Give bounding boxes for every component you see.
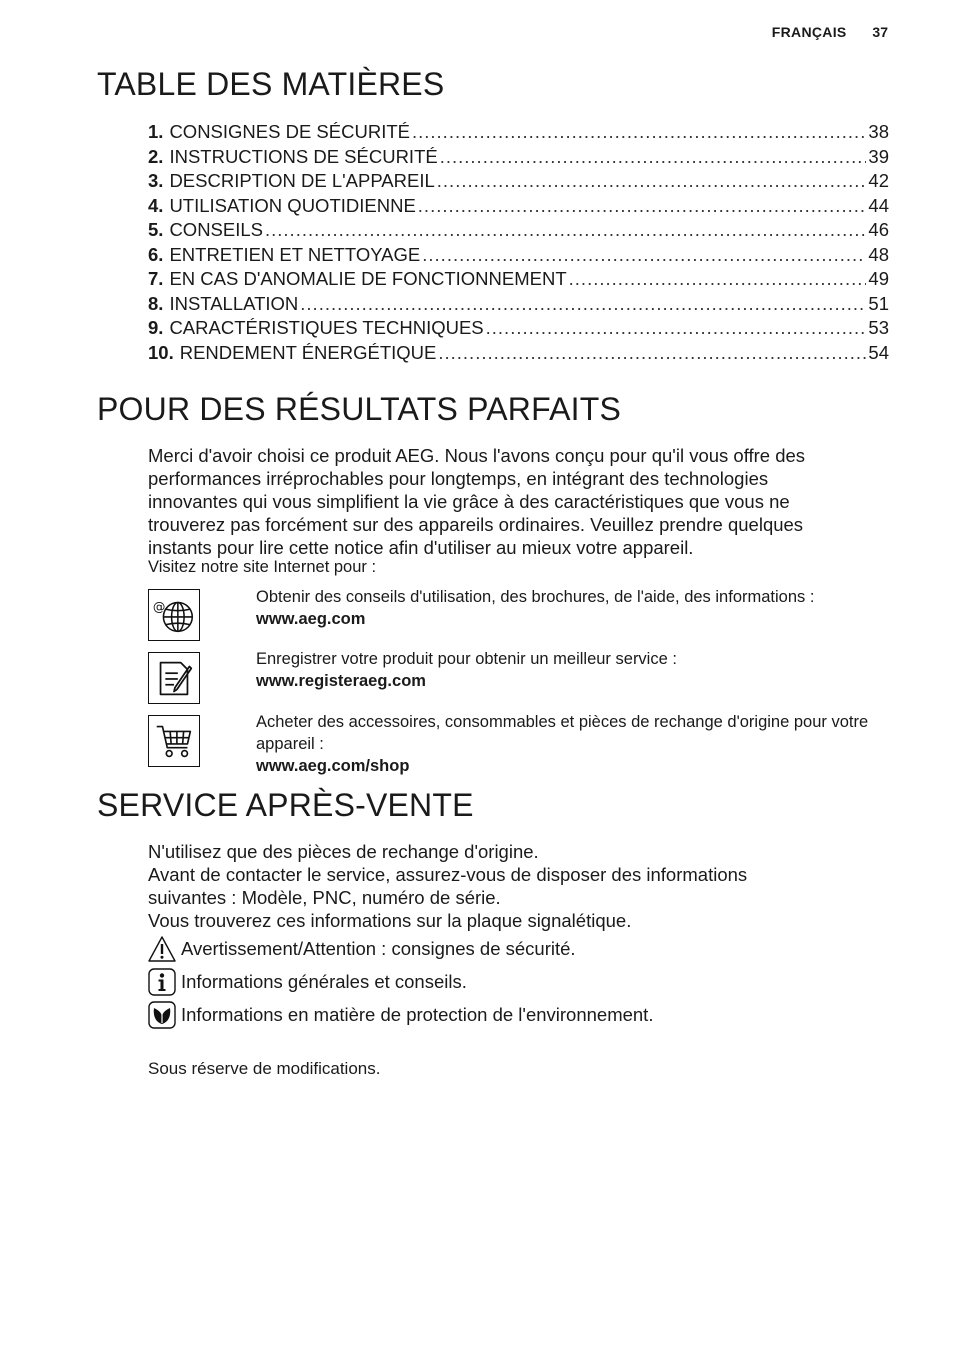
results-paragraph: [148, 444, 893, 559]
symbol-legend-environment: [148, 1001, 653, 1029]
toc-entry[interactable]: [148, 243, 889, 268]
paragraph-line: N'utilisez que des pièces de rechange d'origine.: [148, 841, 539, 862]
toc-entry-number: 3.: [148, 170, 164, 191]
toc-leader: [300, 292, 866, 317]
toc-entry-number: 1.: [148, 121, 164, 142]
paragraph-line: suivantes : Modèle, PNC, numéro de série.: [148, 887, 501, 908]
paragraph-line: Avant de contacter le service, assurez-vous de disposer des informations: [148, 864, 748, 885]
register-document-icon: [148, 652, 200, 704]
svg-text:@: @: [152, 599, 166, 615]
toc-entry-page: 51: [868, 292, 889, 314]
toc-entry-page: 53: [868, 317, 889, 338]
toc-entry[interactable]: [148, 341, 889, 366]
toc-title: TABLE DES MATIÈRES: [97, 66, 445, 102]
page-header: [772, 24, 888, 40]
toc-entry-number: 9.: [148, 317, 164, 338]
toc-entry-label: RENDEMENT ÉNERGÉTIQUE: [179, 341, 437, 363]
paragraph-line: instants pour lire cette notice afin d'utiliser au mieux votre appareil.: [148, 537, 694, 558]
toc-entry-number: 5.: [148, 219, 164, 240]
paragraph-line: innovantes qui vous simplifient la vie grâce à des caractéristiques que vous ne: [148, 491, 790, 512]
results-title: POUR DES RÉSULTATS PARFAITS: [97, 391, 622, 427]
toc-entry-label: ENTRETIEN ET NETTOYAGE: [169, 243, 421, 265]
toc-leader: [486, 316, 867, 341]
symbol-legend-warning: [148, 935, 576, 963]
toc-leader: [569, 267, 867, 292]
toc-entry[interactable]: [148, 120, 889, 145]
toc-entry-number: 10.: [148, 341, 174, 363]
toc-entry-page: 44: [868, 194, 889, 216]
toc-entry-label: CONSIGNES DE SÉCURITÉ: [169, 121, 410, 142]
toc-entry-page: 38: [868, 121, 889, 142]
toc-entry-page: 39: [868, 145, 889, 167]
shopping-cart-icon: [148, 715, 200, 767]
link-block-info: [256, 586, 896, 630]
toc-entry-page: 49: [868, 268, 889, 289]
paragraph-line: Merci d'avoir choisi ce produit AEG. Nous l'avons conçu pour qu'il vous offre des: [148, 445, 806, 466]
toc-entry-label: INSTALLATION: [169, 292, 299, 314]
toc-entry[interactable]: [148, 194, 889, 219]
toc-leader: [438, 341, 866, 366]
page-number: 37: [872, 24, 888, 40]
toc-entry-label: INSTRUCTIONS DE SÉCURITÉ: [169, 145, 438, 167]
symbol-description: Informations en matière de protection de l'environnement.: [181, 1004, 654, 1025]
toc-entry-label: CONSEILS: [169, 219, 263, 240]
web-globe-icon: [148, 589, 200, 641]
toc-leader: [422, 243, 866, 268]
toc-leader: [437, 169, 867, 194]
link-block-register: [256, 648, 896, 692]
toc-entry[interactable]: [148, 267, 889, 292]
environment-leaf-icon: [148, 1001, 176, 1029]
toc-entry[interactable]: [148, 169, 889, 194]
link-description: Obtenir des conseils d'utilisation, des brochures, de l'aide, des informations :: [256, 588, 815, 606]
symbol-legend-info: [148, 968, 467, 996]
toc-entry[interactable]: [148, 145, 889, 170]
paragraph-line: trouverez pas forcément sur des appareils ordinaires. Veuillez prendre quelques: [148, 514, 804, 535]
toc-leader: [440, 145, 867, 170]
link-description: Acheter des accessoires, consommables et pièces de rechange d'origine pour votre appareil :: [256, 713, 869, 753]
service-title: SERVICE APRÈS-VENTE: [97, 787, 474, 823]
link-url[interactable]: www.aeg.com: [256, 610, 366, 628]
info-icon: [148, 968, 176, 996]
table-of-contents: [148, 120, 889, 365]
language-label: FRANÇAIS: [771, 24, 847, 40]
footnote: Sous réserve de modifications.: [148, 1059, 381, 1078]
visit-label: Visitez notre site Internet pour :: [148, 558, 377, 576]
toc-entry-number: 7.: [148, 268, 164, 289]
toc-entry-number: 4.: [148, 194, 164, 216]
toc-entry[interactable]: [148, 316, 889, 341]
toc-entry-number: 2.: [148, 145, 164, 167]
symbol-description: Informations générales et conseils.: [181, 971, 467, 992]
toc-entry[interactable]: [148, 292, 889, 317]
paragraph-line: performances irréprochables pour longtemps, en intégrant des technologies: [148, 468, 769, 489]
toc-entry-page: 42: [868, 170, 889, 191]
link-description: Enregistrer votre produit pour obtenir un meilleur service :: [256, 650, 677, 668]
toc-leader: [412, 120, 866, 145]
toc-entry-page: 46: [868, 219, 889, 240]
symbol-description: Avertissement/Attention : consignes de sécurité.: [181, 938, 576, 959]
toc-leader: [418, 194, 867, 219]
link-block-shop: [256, 711, 896, 777]
toc-entry-page: 54: [868, 341, 889, 363]
toc-entry[interactable]: [148, 218, 889, 243]
service-paragraph: [148, 840, 893, 932]
toc-entry-page: 48: [868, 243, 889, 265]
link-url[interactable]: www.aeg.com/shop: [256, 757, 410, 775]
toc-entry-label: DESCRIPTION DE L'APPAREIL: [169, 170, 435, 191]
toc-entry-label: EN CAS D'ANOMALIE DE FONCTIONNEMENT: [169, 268, 567, 289]
toc-entry-label: UTILISATION QUOTIDIENNE: [169, 194, 416, 216]
link-url[interactable]: www.registeraeg.com: [256, 672, 426, 690]
toc-entry-label: CARACTÉRISTIQUES TECHNIQUES: [169, 317, 484, 338]
toc-leader: [265, 218, 866, 243]
toc-entry-number: 6.: [148, 243, 164, 265]
paragraph-line: Vous trouverez ces informations sur la plaque signalétique.: [148, 910, 632, 931]
toc-entry-number: 8.: [148, 292, 164, 314]
warning-triangle-icon: [148, 935, 176, 963]
